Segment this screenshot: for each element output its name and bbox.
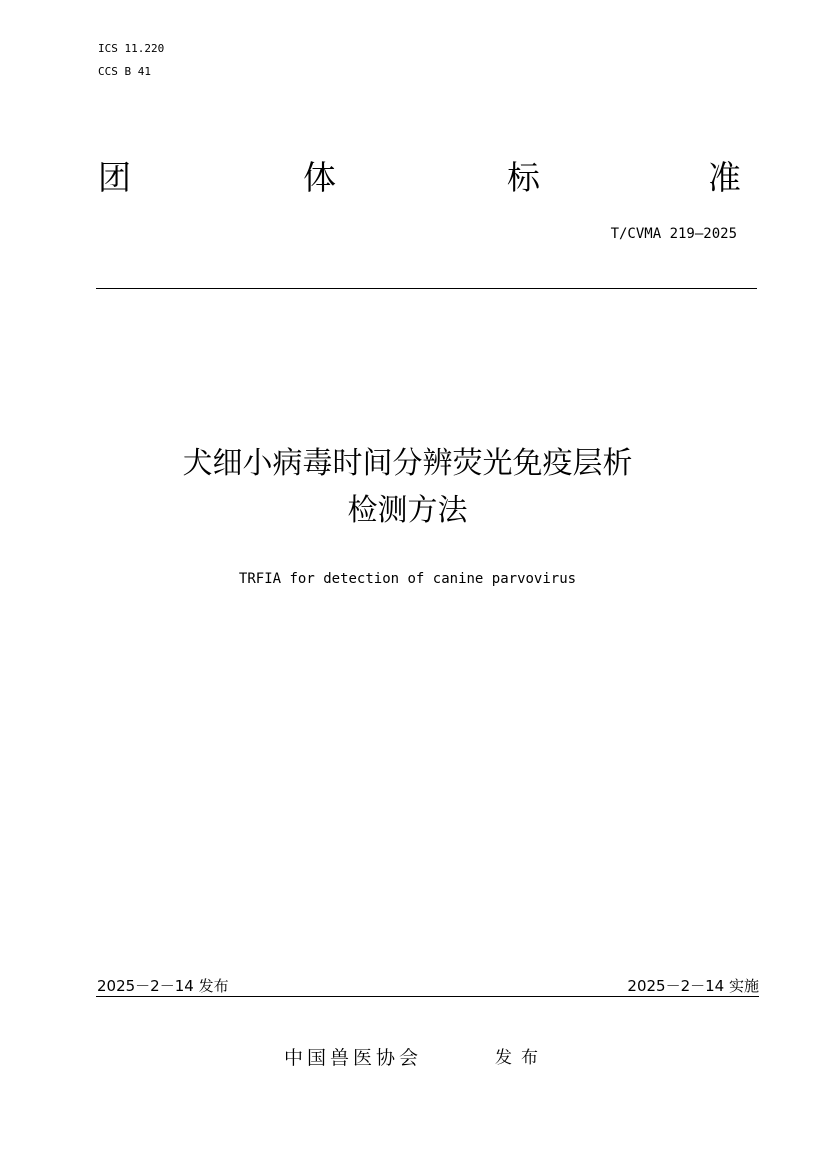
ccs-code: CCS B 41: [98, 65, 151, 78]
issue-label: 发布: [495, 1048, 547, 1068]
date-divider: [96, 996, 759, 997]
chinese-title-line-2: 检测方法: [347, 493, 468, 528]
standard-type-char: 体: [303, 158, 336, 197]
ics-code: ICS 11.220: [98, 42, 165, 55]
publication-date: 2025－2－14 发布: [97, 977, 229, 995]
implementation-date: 2025－2－14 实施: [627, 977, 759, 995]
standard-type-char: 标: [507, 158, 540, 197]
standard-type-char: 准: [708, 158, 741, 197]
standard-type-char: 团: [98, 158, 131, 197]
chinese-title-line-1: 犬细小病毒时间分辨荧光免疫层析: [182, 446, 633, 481]
header-divider: [96, 288, 757, 289]
english-title: TRFIA for detection of canine parvovirus: [238, 571, 577, 587]
issuing-organization: 中国兽医协会: [284, 1047, 423, 1069]
standard-number: T/CVMA 219—2025: [610, 226, 737, 242]
